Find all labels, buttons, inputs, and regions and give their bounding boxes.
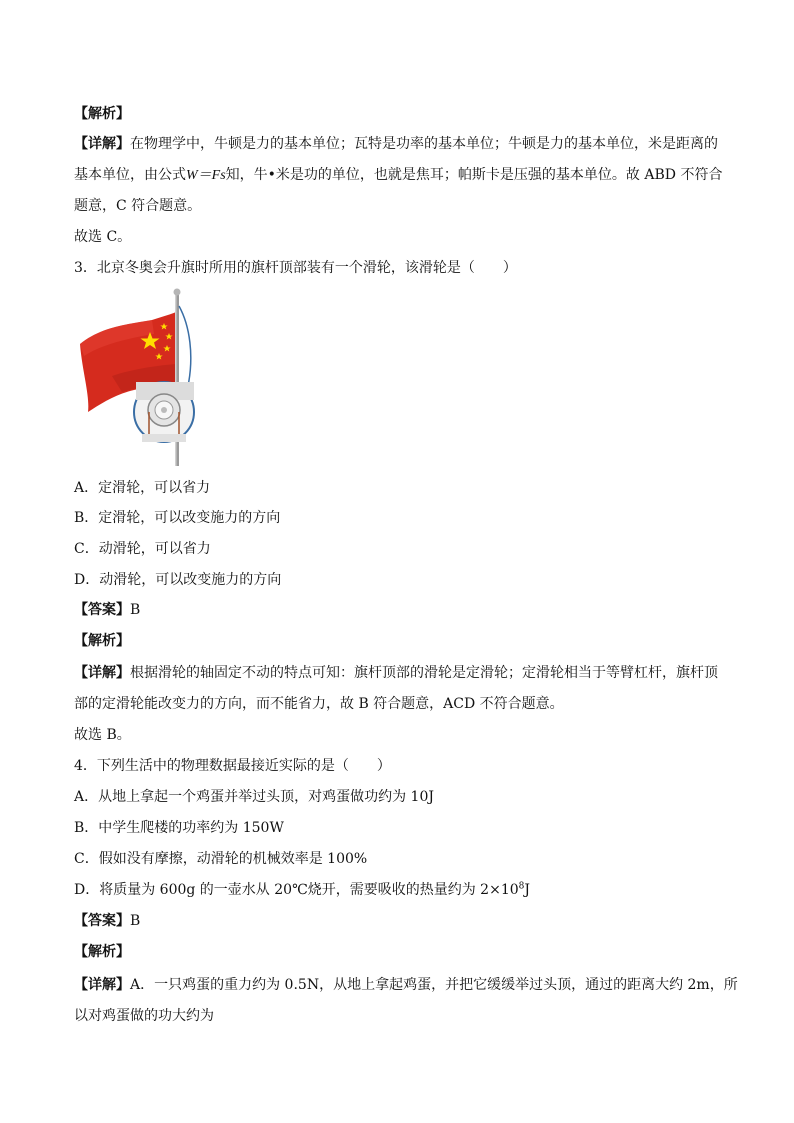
detail-paragraph-line xyxy=(74,134,724,154)
detail-paragraph-line xyxy=(74,663,724,683)
question-stem: 3．北京冬奥会升旗时所用的旗杆顶部装有一个滑轮，该滑轮是（ ） xyxy=(74,260,517,276)
detail-paragraph-line: 题意，C 符合题意。 xyxy=(74,198,202,214)
choice-conclusion: 故选 B。 xyxy=(74,727,131,743)
answer-label: 【答案】 xyxy=(74,602,130,618)
detail-text: A．一只鸡蛋的重力约为 0.5N，从地上拿起鸡蛋，并把它缓缓举过头顶，通过的距离大约 2m，所 xyxy=(130,977,738,993)
analysis-heading: 【解析】 xyxy=(74,633,130,649)
answer-line xyxy=(74,911,724,931)
detail-paragraph-line: 部的定滑轮能改变力的方向，而不能省力，故 B 符合题意，ACD 不符合题意。 xyxy=(74,696,564,712)
option-a: A．定滑轮，可以省力 xyxy=(74,480,211,496)
detail-label: 【详解】 xyxy=(74,977,130,993)
question-stem: 4．下列生活中的物理数据最接近实际的是（ ） xyxy=(74,758,391,774)
choice-conclusion: 故选 C。 xyxy=(74,229,132,245)
detail-text: 在物理学中，牛顿是力的基本单位；瓦特是功率的基本单位；牛顿是力的基本单位，米是距离的 xyxy=(130,136,718,152)
detail-label: 【详解】 xyxy=(74,665,130,681)
detail-label: 【详解】 xyxy=(74,136,130,152)
option-d: D．动滑轮，可以改变施力的方向 xyxy=(74,572,282,588)
answer-value: B xyxy=(130,602,141,618)
option-d-text: D．将质量为 600g 的一壶水从 20℃烧开，需要吸收的热量约为 2×10 xyxy=(74,882,519,898)
detail-paragraph-line xyxy=(74,165,724,186)
option-d xyxy=(74,880,724,900)
unit: J xyxy=(524,882,530,898)
answer-line xyxy=(74,600,724,620)
detail-text: 知，牛•米是功的单位，也就是焦耳；帕斯卡是压强的基本单位。故 ABD 不符合 xyxy=(225,167,723,183)
formula: W＝Fs xyxy=(186,168,226,183)
option-c: C．假如没有摩擦，动滑轮的机械效率是 100% xyxy=(74,851,368,867)
analysis-heading: 【解析】 xyxy=(74,106,130,122)
option-b: B．中学生爬楼的功率约为 150W xyxy=(74,820,284,836)
option-a: A．从地上拿起一个鸡蛋并举过头顶，对鸡蛋做功约为 10J xyxy=(74,789,434,805)
flagpole-image xyxy=(72,286,198,468)
detail-paragraph-line: 以对鸡蛋做的功大约为 xyxy=(74,1008,214,1024)
flag-pulley-illustration xyxy=(72,286,198,468)
detail-paragraph-line xyxy=(74,975,738,995)
option-c: C．动滑轮，可以省力 xyxy=(74,541,211,557)
answer-label: 【答案】 xyxy=(74,913,130,929)
option-b: B．定滑轮，可以改变施力的方向 xyxy=(74,510,281,526)
answer-value: B xyxy=(130,913,141,929)
exponent: 8 xyxy=(518,881,525,892)
detail-text: 根据滑轮的轴固定不动的特点可知：旗杆顶部的滑轮是定滑轮；定滑轮相当于等臂杠杆，旗杆顶 xyxy=(130,665,718,681)
analysis-heading: 【解析】 xyxy=(74,944,130,960)
detail-text: 基本单位，由公式 xyxy=(74,167,186,183)
